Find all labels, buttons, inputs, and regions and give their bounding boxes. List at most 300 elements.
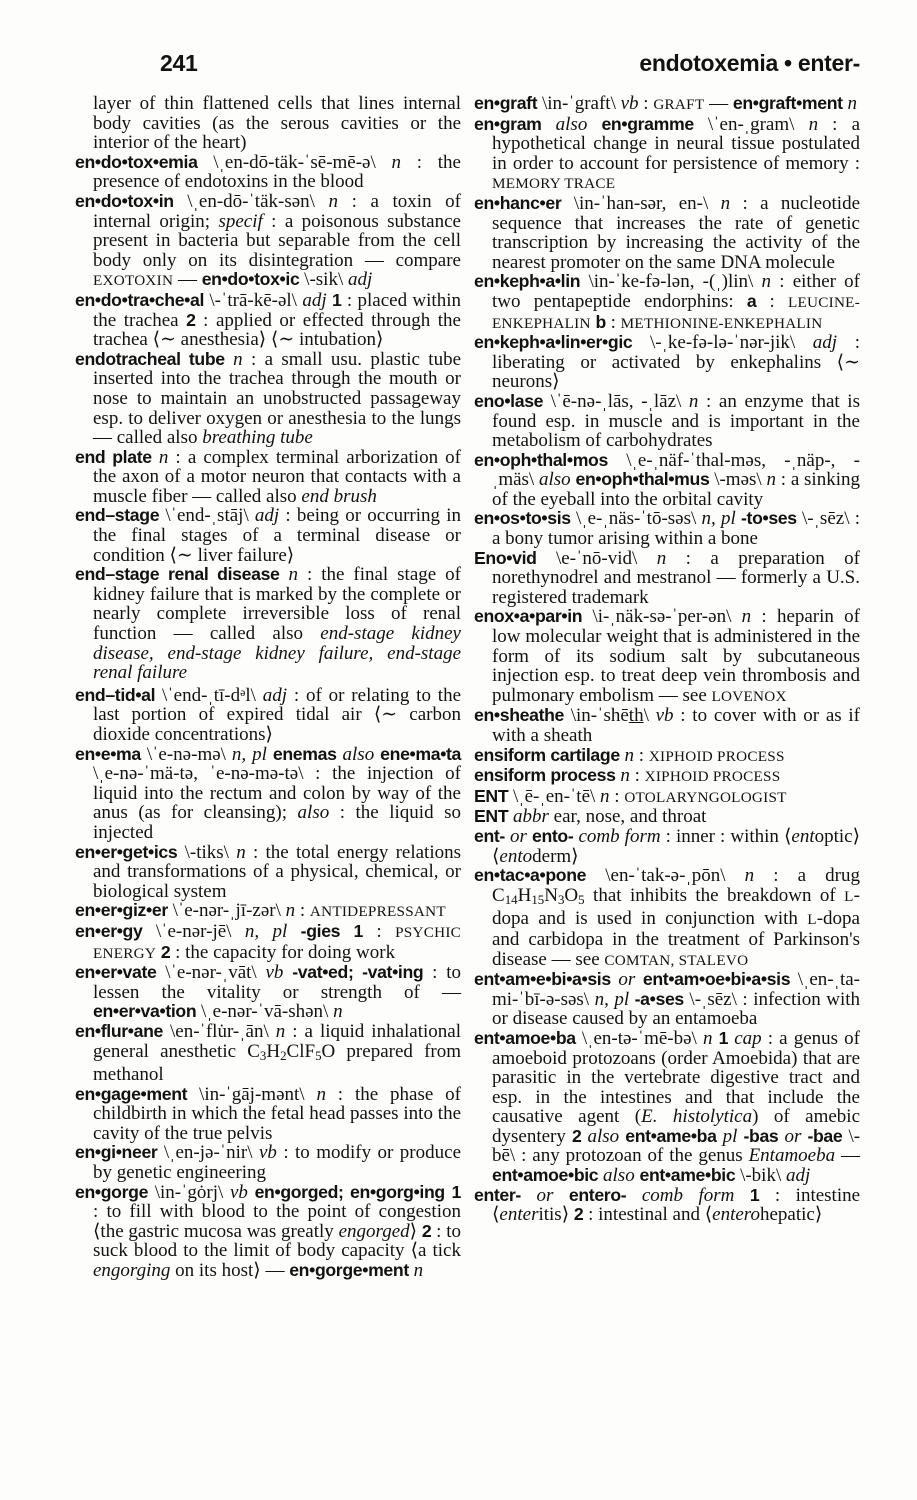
definition-text: on its host⟩ — — [170, 1260, 290, 1282]
small-caps-cross-reference: METHIONINE-ENKEPHALIN — [620, 314, 823, 332]
italic-label: specif — [218, 210, 263, 232]
definition-text: : an enzyme that is found esp. in muscle and is important in the metabolism of carbohydrates — [492, 390, 860, 452]
dictionary-entry — [474, 1186, 860, 1225]
headword-bold: 2 — [421, 1220, 432, 1241]
italic-label: also — [297, 802, 330, 824]
dictionary-entry — [474, 866, 860, 970]
headword-bold: en•gi•neer — [75, 1142, 158, 1163]
headword-bold: 1 — [749, 1184, 760, 1205]
definition-text: : the total energy relations and transformations of a physical, chemical, or biological system — [93, 841, 461, 902]
headword-bold: en•er•giz•er — [75, 900, 168, 921]
headword-bold: en•er•gy — [75, 920, 143, 941]
definition-text: l\ — [245, 684, 263, 706]
headword-bold: en•er•get•ics — [75, 841, 178, 862]
italic-label: n — [275, 1020, 286, 1042]
definition-text: N — [544, 884, 558, 906]
superscript-schwa: ə — [240, 685, 246, 699]
headword-bold: ent•am•oe•bi•a•sis — [642, 969, 791, 990]
definition-text: \-tiks\ — [177, 841, 237, 863]
definition-text: — — [835, 1145, 861, 1167]
dictionary-entry — [474, 451, 860, 510]
definition-text: : — [629, 765, 645, 787]
definition-text: : a toxin of internal origin; — [93, 190, 461, 232]
headword-bold: en•er•vate — [75, 962, 157, 983]
definition-text: : a complex terminal arborization of the axon of a motor neuron that contacts with a muscle fiber — called also — [93, 446, 462, 507]
dictionary-entry — [75, 1183, 461, 1281]
definition-text: \ˈe-nər-ˌvāt\ — [156, 962, 266, 984]
headword-bold: enox•a•par•in — [474, 606, 583, 627]
italic-label: adj — [786, 1165, 811, 1187]
definition-text: \-məs\ — [709, 469, 767, 491]
italic-label: vb — [229, 1181, 248, 1203]
headword-bold: en•hanc•er — [474, 192, 562, 213]
italic-label: entero — [712, 1204, 760, 1226]
definition-text: \ˌen-dō-ˈtäk-sən\ — [173, 190, 329, 212]
definition-text: \e-ˈnō-vid\ — [536, 547, 657, 569]
small-caps-cross-reference: GRAFT — [653, 96, 705, 113]
headword-bold: endotracheal tube — [75, 348, 225, 369]
definition-text: \in-ˈke-fə-lən, -(ˌ)lin\ — [580, 271, 762, 293]
small-caps-cross-reference: LEUCINE-ENKEPHALIN — [492, 293, 860, 332]
definition-text — [521, 1185, 537, 1206]
headword-bold: en•gram — [474, 113, 542, 134]
headword-bold: en•keph•a•lin — [474, 271, 581, 292]
headword-bold: 1 — [353, 920, 364, 941]
dictionary-entry — [474, 807, 860, 827]
dictionary-entry — [474, 272, 860, 333]
dictionary-entry — [75, 153, 461, 192]
definition-text: \ˌen-jə-ˈnir\ — [157, 1142, 259, 1164]
italic-label: n, pl — [594, 988, 630, 1010]
italic-label: or — [536, 1184, 554, 1206]
headword-bold: ensiform process — [474, 765, 616, 786]
small-caps-cross-reference: PSYCHIC ENERGY — [93, 923, 462, 962]
definition-text: \-bik\ — [735, 1165, 786, 1187]
dictionary-entry — [474, 549, 860, 608]
definition-text: : of or relating to the last portion of expired tidal air ⟨∼ carbon dioxide concentrations⟩ — [93, 684, 462, 745]
italic-label: n — [233, 348, 243, 370]
chemical-subscript: 5 — [315, 1047, 322, 1063]
italic-label: n — [236, 841, 246, 863]
headword-bold: -vat•ed; -vat•ing — [292, 962, 424, 983]
definition-text: : a liquid inhalational general anesthetic C — [93, 1020, 461, 1062]
definition-text: O prepared from methanol — [93, 1040, 461, 1086]
dictionary-entry — [75, 192, 461, 291]
dictionary-entry — [75, 350, 461, 448]
italic-label: engorging — [93, 1260, 171, 1282]
italic-label: vb — [265, 962, 284, 984]
italic-label: n — [847, 93, 857, 114]
definition-text: : a sinking of the eyeball into the orbital cavity — [492, 469, 860, 510]
definition-text — [445, 1182, 452, 1203]
chemical-subscript: 3 — [259, 1047, 267, 1063]
headword-bold: 2 — [160, 941, 171, 962]
headword-bold: Eno•vid — [474, 547, 537, 568]
italic-label: adj — [254, 505, 280, 527]
definition-text — [152, 447, 159, 468]
italic-label: end-stage kidney disease, end-stage kidney failure, end-stage renal failure — [93, 623, 461, 684]
definition-text — [626, 1185, 642, 1206]
definition-text: : a drug C — [492, 865, 860, 906]
definition-text: : heparin of low molecular weight that is administered in the form of its sodium salt by subcutaneous injection esp. to treat deep vein thrombosis and pulmonary embolism — see — [492, 606, 861, 706]
italic-label: or — [784, 1125, 802, 1147]
italic-label: n — [656, 547, 667, 569]
italic-label: cap — [734, 1027, 762, 1049]
definition-text — [248, 1182, 255, 1203]
italic-label: comb form — [641, 1184, 735, 1206]
dictionary-entry — [474, 94, 860, 115]
underlined-digraph: th — [628, 705, 644, 727]
italic-label: E. histolytica — [641, 1106, 753, 1128]
definition-text: \in-ˈgraft\ — [537, 93, 621, 114]
small-caps-cross-reference: L — [807, 911, 817, 929]
headword-bold: ent- — [474, 825, 505, 846]
headword-bold: b — [595, 311, 606, 332]
definition-text — [734, 1185, 750, 1206]
small-caps-cross-reference: OTOLARYNGOLOGIST — [624, 788, 787, 806]
definition-text: \ˌen-dō-täk-ˈsē-mē-ə\ — [197, 151, 392, 173]
dictionary-entry — [474, 746, 860, 767]
definition-text: layer of thin flattened cells that lines internal body cavities (as the serous cavities or the interior of the heart) — [93, 93, 461, 154]
dictionary-entry — [474, 766, 860, 787]
definition-text: \-bē\ : any protozoan of the genus — [492, 1125, 861, 1167]
definition-text: : placed within the trachea — [93, 289, 461, 331]
chemical-subscript: 3 — [557, 891, 565, 907]
headword-bold: ENT — [474, 785, 509, 806]
italic-label: n — [688, 390, 699, 412]
italic-label: n — [158, 446, 169, 468]
headword-bold: en•oph•thal•mos — [474, 449, 608, 470]
definition-text: : intestinal and ⟨ — [583, 1204, 713, 1226]
definition-text: \ˈend-ˌstāj\ — [159, 505, 255, 527]
definition-text: : — [756, 290, 788, 312]
definition-text: \ˈe-nər-jē\ — [142, 920, 245, 942]
italic-label: n, pl — [244, 920, 288, 942]
definition-text: : — [363, 920, 396, 942]
italic-label: also — [539, 469, 571, 491]
definition-text: — — [704, 93, 733, 114]
definition-text: : a poisonous substance present in bacteria but separable from the cell body only on its disintegration — compare — [93, 210, 461, 271]
small-caps-cross-reference: L — [844, 887, 854, 905]
definition-text: : a small usu. plastic tube inserted into the trachea through the mouth or nose to maintain an unobstructed passageway esp. to deliver oxygen or anesthesia to the lungs — called also — [93, 348, 462, 449]
headword-bold: en•er•va•tion — [93, 1001, 197, 1022]
small-caps-cross-reference: ANTIDEPRESSANT — [309, 903, 446, 921]
definition-text: : being or occurring in the final stages of a terminal disease or condition ⟨∼ liver failure⟩ — [93, 505, 461, 566]
italic-label: n — [328, 190, 339, 212]
small-caps-cross-reference: XIPHOID PROCESS — [644, 768, 781, 786]
definition-text: O — [564, 884, 579, 906]
continuation-text — [75, 94, 461, 153]
headword-bold: enemas — [272, 743, 337, 764]
headword-bold: a — [746, 290, 757, 311]
italic-label: enter — [499, 1204, 539, 1226]
definition-text: ⟩ — [409, 1220, 422, 1242]
headword-bold: ent•ame•bic — [639, 1165, 736, 1186]
definition-text — [287, 921, 300, 942]
italic-label: n — [702, 1027, 713, 1049]
definition-text: \ˈen-ˌgram\ — [693, 113, 809, 135]
headword-bold: end plate — [75, 446, 152, 467]
headword-bold: end–stage — [75, 505, 160, 526]
italic-label: n — [766, 469, 776, 491]
dictionary-entry — [75, 843, 461, 902]
guide-words: endotoxemia • enter- — [639, 50, 860, 76]
chemical-subscript: 2 — [280, 1047, 287, 1063]
definition-text — [283, 962, 292, 983]
definition-text: \ˈend-ˌtī-d — [155, 684, 241, 706]
italic-label: n — [744, 865, 755, 887]
headword-bold: en•graft — [474, 93, 538, 113]
definition-text: : the liquid so injected — [93, 802, 461, 843]
page-header — [75, 50, 860, 77]
italic-label: also — [342, 743, 375, 765]
definition-text: \ — [643, 705, 656, 727]
headword-bold: ento- — [532, 825, 574, 846]
italic-label: n — [761, 271, 772, 293]
definition-text: \in-ˈshē — [564, 705, 629, 727]
italic-label: n — [808, 113, 819, 135]
italic-label: also — [603, 1165, 635, 1187]
italic-label: vb — [620, 93, 639, 114]
dictionary-entry — [474, 194, 860, 272]
headword-bold: en•oph•thal•mus — [575, 469, 710, 490]
italic-label: n — [413, 1260, 424, 1282]
definition-text: : to fill with blood to the point of congestion ⟨the gastric mucosa was greatly — [93, 1201, 461, 1242]
column-left — [75, 94, 461, 1281]
italic-label: adj — [302, 289, 327, 311]
text-columns — [75, 94, 860, 1281]
headword-bold: en•graft•ment — [732, 93, 843, 113]
definition-text: ) of amebic dysentery — [492, 1106, 861, 1147]
headword-bold: en•flur•ane — [75, 1020, 163, 1041]
definition-text: : the phase of childbirth in which the fetal head passes into the cavity of the true pelvis — [93, 1083, 461, 1144]
headword-bold: ene•ma•ta — [380, 743, 462, 764]
definition-text: — — [173, 269, 202, 291]
dictionary-entry — [474, 392, 860, 451]
definition-text: : — [609, 785, 625, 807]
italic-label: ento — [499, 845, 533, 867]
headword-bold: end–tid•al — [75, 684, 156, 705]
definition-text: \ˌe-ˌnäs-ˈtō-səs\ — [570, 508, 702, 530]
italic-label: n — [333, 1001, 343, 1023]
dictionary-entry — [75, 963, 461, 1022]
dictionary-entry — [75, 565, 461, 683]
definition-text: \-ˌke-fə-lə-ˈnər-jik\ — [632, 332, 813, 354]
definition-text — [225, 349, 233, 370]
headword-bold: en•gage•ment — [75, 1083, 188, 1104]
dictionary-entry — [474, 1029, 860, 1186]
dictionary-entry — [474, 509, 860, 548]
headword-bold: en•keph•a•lin•er•gic — [474, 332, 633, 353]
definition-text: hepatic⟩ — [759, 1204, 823, 1226]
headword-bold: en•gorge•ment — [289, 1260, 409, 1281]
italic-label: n, pl — [701, 508, 736, 530]
definition-text: \in-ˈhan-sər, en-\ — [561, 192, 721, 214]
small-caps-cross-reference: XIPHOID PROCESS — [648, 747, 785, 765]
italic-label: breathing tube — [202, 427, 313, 449]
definition-text — [553, 1185, 569, 1206]
headword-bold: en•gorged; en•gorg•ing — [254, 1181, 445, 1202]
headword-bold: en•do•tox•emia — [75, 151, 198, 172]
headword-bold: eno•lase — [474, 390, 544, 411]
definition-text: : to modify or produce by genetic engineering — [93, 1142, 461, 1184]
definition-text: \ˌē-ˌen-ˈtē\ — [508, 785, 601, 807]
italic-label: adj — [347, 269, 373, 291]
dictionary-entry — [75, 291, 461, 350]
headword-bold: -to•ses — [741, 508, 797, 529]
headword-bold: en•gorge — [75, 1181, 149, 1202]
definition-text: \ˈe-nər-ˌjī-zər\ — [167, 900, 286, 922]
definition-text: \ˌen-ˌta-mi-ˈbī-ə-səs\ — [492, 969, 860, 1010]
column-right — [474, 94, 860, 1281]
definition-text: : the presence of endotoxins in the blood — [93, 151, 461, 193]
headword-bold: ent•am•e•bi•a•sis — [474, 969, 611, 990]
headword-bold: en•e•ma — [75, 743, 141, 764]
italic-label: ent — [791, 825, 815, 847]
italic-label: n — [285, 900, 296, 922]
dictionary-entry — [474, 706, 860, 745]
italic-label: abbr — [513, 806, 549, 828]
italic-label: or — [510, 825, 527, 847]
definition-text: \ˌe-nə-ˈmä-tə, ˈe-nə-mə-tə\ : the injection of liquid into the rectum and colon by way of the anus (as for cleansing); — [93, 763, 461, 824]
definition-text: \ˌen-tə-ˈmē-bə\ — [575, 1027, 703, 1049]
headword-bold: en•tac•a•pone — [474, 865, 587, 886]
dictionary-entry — [75, 448, 461, 507]
definition-text: \-ˌsēz\ : a bony tumor arising within a bone — [492, 508, 860, 550]
headword-bold: ENT — [474, 806, 509, 827]
definition-text: : a genus of amoeboid protozoans (order Amoebida) that are parasitic in the vertebrate digestive tract and esp. in the intestines and that include the causative agent ( — [492, 1027, 860, 1128]
headword-bold: 1 — [451, 1181, 462, 1202]
small-caps-cross-reference: EXOTOXIN — [93, 272, 174, 290]
definition-text: ear, nose, and throat — [548, 806, 707, 828]
headword-bold: 2 — [571, 1125, 582, 1146]
headword-bold: en•os•to•sis — [474, 508, 571, 529]
dictionary-entry — [474, 827, 860, 866]
definition-text: \in-ˈgāj-mənt\ — [187, 1083, 317, 1105]
headword-bold: en•do•tox•ic — [201, 269, 300, 290]
headword-bold: en•do•tra•che•al — [75, 289, 205, 310]
italic-label: adj — [812, 332, 838, 354]
dictionary-entry — [474, 115, 860, 194]
italic-label: n — [624, 744, 635, 766]
headword-bold: 2 — [186, 309, 196, 330]
headword-bold: 2 — [573, 1204, 584, 1225]
definition-text — [587, 114, 601, 135]
headword-bold: end–stage renal disease — [75, 564, 280, 585]
definition-text: : — [634, 744, 649, 766]
definition-text: : — [605, 311, 621, 333]
italic-label: Entamoeba — [748, 1145, 836, 1167]
definition-text: \ˈē-nə-ˌlās, -ˌlāz\ — [543, 390, 689, 412]
headword-bold: -a•ses — [634, 988, 684, 1009]
headword-bold: ent•ame•ba — [625, 1125, 717, 1146]
definition-text: : the final stage of kidney failure that is marked by the complete or nearly complete irreversible loss of renal function — called also — [93, 564, 461, 645]
definition-text: \in-ˈgȯrj\ — [148, 1181, 230, 1203]
headword-bold: entero- — [568, 1184, 627, 1205]
dictionary-entry — [474, 970, 860, 1029]
headword-bold: 1 — [331, 289, 342, 310]
headword-bold: -bae — [807, 1125, 843, 1146]
small-caps-cross-reference: COMTAN, STALEVO — [604, 951, 749, 969]
definition-text: \en-ˈtak-ə-ˌpōn\ — [586, 865, 745, 887]
definition-text: \-ˈtrā-kē-əl\ — [204, 289, 303, 311]
chemical-subscript: 15 — [531, 891, 545, 907]
italic-label: n — [720, 192, 731, 214]
headword-bold: en•sheathe — [474, 705, 565, 726]
definition-text: : intestine ⟨ — [492, 1184, 861, 1226]
definition-text: \-ˌsēz\ : infection with or disease caused by an entamoeba — [492, 988, 861, 1030]
headword-bold: -gies — [300, 920, 341, 941]
headword-bold: enter- — [474, 1184, 521, 1205]
definition-text: itis⟩ — [538, 1204, 574, 1226]
italic-label: n — [288, 564, 298, 586]
headword-bold: ent•amoe•bic — [492, 1165, 599, 1186]
dictionary-entry — [75, 901, 461, 922]
definition-text: : inner : within ⟨ — [660, 825, 792, 847]
chemical-subscript: 5 — [578, 891, 585, 907]
headword-bold: ent•amoe•ba — [474, 1027, 576, 1048]
italic-label: n — [600, 785, 610, 807]
definition-text: H — [266, 1040, 281, 1062]
dictionary-entry — [75, 1085, 461, 1144]
dictionary-entry — [75, 1143, 461, 1182]
dictionary-entry — [474, 787, 860, 808]
definition-text: -dopa and carbidopa in the treatment of Parkinson's disease — see — [492, 908, 860, 970]
definition-text: : — [295, 900, 310, 922]
small-caps-cross-reference: LOVENOX — [711, 687, 787, 705]
definition-text: -dopa and is used in conjunction with — [492, 884, 860, 930]
definition-text: : a hypothetical change in neural tissue postulated in order to account for persistence of memory : — [492, 113, 861, 174]
headword-bold: -bas — [743, 1125, 779, 1146]
headword-bold: en•gramme — [601, 113, 694, 134]
definition-text: \ˈe-nə-mə\ — [140, 743, 232, 765]
definition-text: \i-ˌnäk-sə-ˈper-ən\ — [582, 606, 742, 628]
dictionary-entry — [75, 745, 461, 843]
headword-bold: ensiform cartilage — [474, 744, 620, 765]
dictionary-entry — [474, 607, 860, 706]
definition-text: H — [517, 884, 532, 906]
definition-text: : to lessen the vitality or strength of — — [93, 962, 461, 1003]
italic-label: n — [741, 606, 752, 628]
italic-label: also — [555, 113, 588, 135]
small-caps-cross-reference: MEMORY TRACE — [492, 175, 616, 193]
definition-text: : to suck blood to the limit of body capacity ⟨a tick — [93, 1220, 462, 1262]
definition-text: that inhibits the breakdown of — [584, 884, 845, 906]
page-number: 241 — [160, 50, 198, 76]
definition-text: : either of two pentapeptide endorphins: — [492, 271, 861, 312]
chemical-subscript: 14 — [504, 891, 518, 907]
italic-label: n — [391, 151, 402, 173]
definition-text: optic⟩ ⟨ — [492, 825, 861, 867]
definition-text: ClF — [286, 1040, 316, 1062]
italic-label: n — [316, 1083, 326, 1105]
definition-text: : a nucleotide sequence that increases the rate of genetic transcription by increasing the activity of the nearest promoter on the same DNA molecule — [492, 192, 860, 273]
italic-label: vb — [258, 1142, 277, 1164]
definition-text: \-sik\ — [299, 269, 348, 291]
definition-text: : — [638, 93, 654, 114]
dictionary-entry — [75, 1022, 461, 1085]
definition-text: derm⟩ — [532, 845, 579, 867]
italic-label: end brush — [301, 485, 377, 507]
definition-text: : the capacity for doing work — [170, 941, 396, 963]
definition-text: : a preparation of norethynodrel and mestranol — formerly a U.S. registered trademark — [492, 547, 860, 608]
dictionary-entry — [75, 922, 461, 963]
definition-text: \ˌe-nər-ˈvā-shən\ — [196, 1001, 334, 1023]
italic-label: adj — [262, 684, 288, 706]
definition-text: \en-ˈflu̇r-ˌān\ — [162, 1020, 276, 1042]
italic-label: comb form — [578, 825, 661, 847]
definition-text — [542, 114, 556, 135]
